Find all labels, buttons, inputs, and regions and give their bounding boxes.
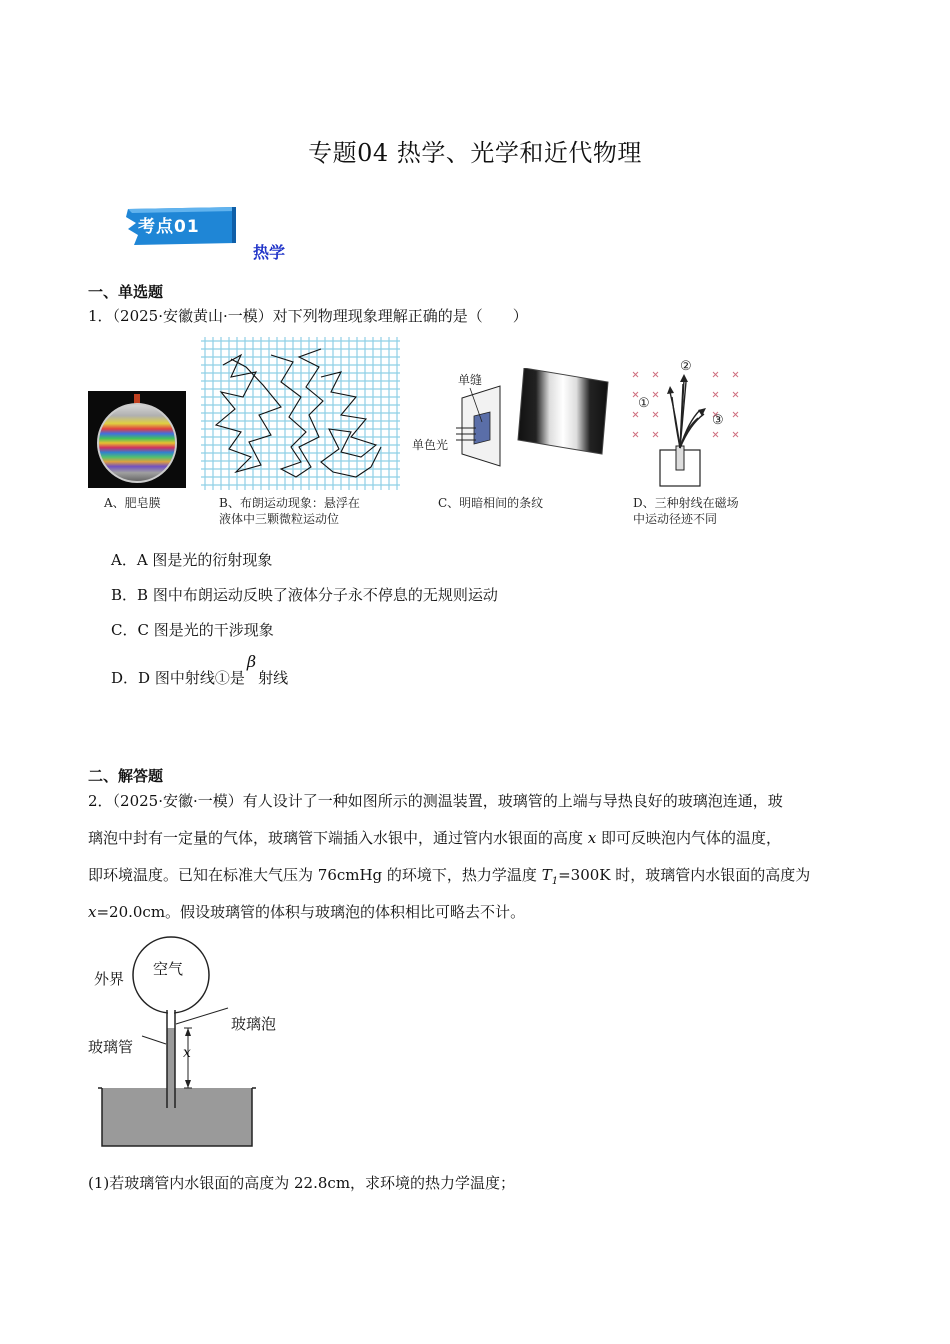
question-source: （2025·安徽黄山·一模）	[112, 307, 273, 325]
ray-1-label: ①	[638, 396, 650, 411]
topic-heading: 热学	[253, 243, 286, 262]
question-1-stem	[88, 305, 528, 326]
section-heading-free-response: 二、解答题	[88, 767, 164, 785]
height-x-label: x	[183, 1045, 191, 1061]
question-2-line-3: 即环境温度。已知在标准大气压为 76cmHg 的环境下，热力学温度 $T_1=300K$ 时，玻璃管内水银面的高度为	[88, 866, 811, 887]
beta-symbol: β	[246, 652, 257, 671]
section-heading-single-choice: 一、单选题	[88, 283, 164, 301]
figure-b-caption: B、布朗运动现象：悬浮在 液体中三颗微粒运动位	[219, 496, 360, 526]
bulb-label: 玻璃泡	[231, 1015, 277, 1033]
brownian-motion-figure	[201, 337, 400, 490]
single-slit-figure	[412, 368, 612, 468]
radiation-field-figure	[628, 362, 748, 492]
mercury-column	[167, 1028, 175, 1108]
option-b[interactable]: B．B 图中布朗运动反映了液体分子永不停息的无规则运动	[111, 586, 498, 604]
monochromatic-light-label: 单色光	[412, 438, 449, 452]
question-2-line-4: x=20.0cm。假设玻璃管的体积与玻璃泡的体积相比可略去不计。	[88, 903, 526, 921]
sub-question-1: (1)若玻璃管内水银面的高度为 22.8cm，求环境的热力学温度；	[88, 1174, 516, 1192]
slit-label: 单缝	[458, 373, 483, 387]
figure-c-caption: C、明暗相间的条纹	[438, 496, 544, 510]
outside-label: 外界	[94, 970, 125, 988]
air-label: 空气	[153, 960, 184, 978]
ray-2-label: ②	[680, 359, 692, 374]
ray-3-label: ③	[712, 413, 724, 428]
option-d[interactable]: D．D 图中射线①是β射线	[111, 652, 289, 687]
badge-label: 考点01	[138, 217, 200, 237]
question-number: 1．	[88, 307, 113, 325]
page-title: 专题04 热学、光学和近代物理	[308, 139, 642, 167]
option-a[interactable]: A．A 图是光的衍射现象	[111, 551, 273, 569]
question-text: 对下列物理现象理解正确的是（ ）	[272, 307, 528, 325]
option-c[interactable]: C．C 图是光的干涉现象	[111, 621, 274, 639]
soap-film-image	[88, 391, 186, 488]
question-2-line-1: 2．（2025·安徽·一模）有人设计了一种如图所示的测温装置，玻璃管的上端与导热良好的玻璃泡连通，玻	[88, 792, 783, 810]
mercury-reservoir	[102, 1088, 252, 1146]
tube-label: 玻璃管	[88, 1038, 134, 1056]
figure-d-caption: D、三种射线在磁场 中运动径迹不同	[633, 496, 739, 526]
question-2-line-2: 璃泡中封有一定量的气体，玻璃管下端插入水银中，通过管内水银面的高度 x 即可反映泡内气体的温度，	[88, 829, 782, 847]
figure-a-caption: A、肥皂膜	[104, 496, 161, 510]
